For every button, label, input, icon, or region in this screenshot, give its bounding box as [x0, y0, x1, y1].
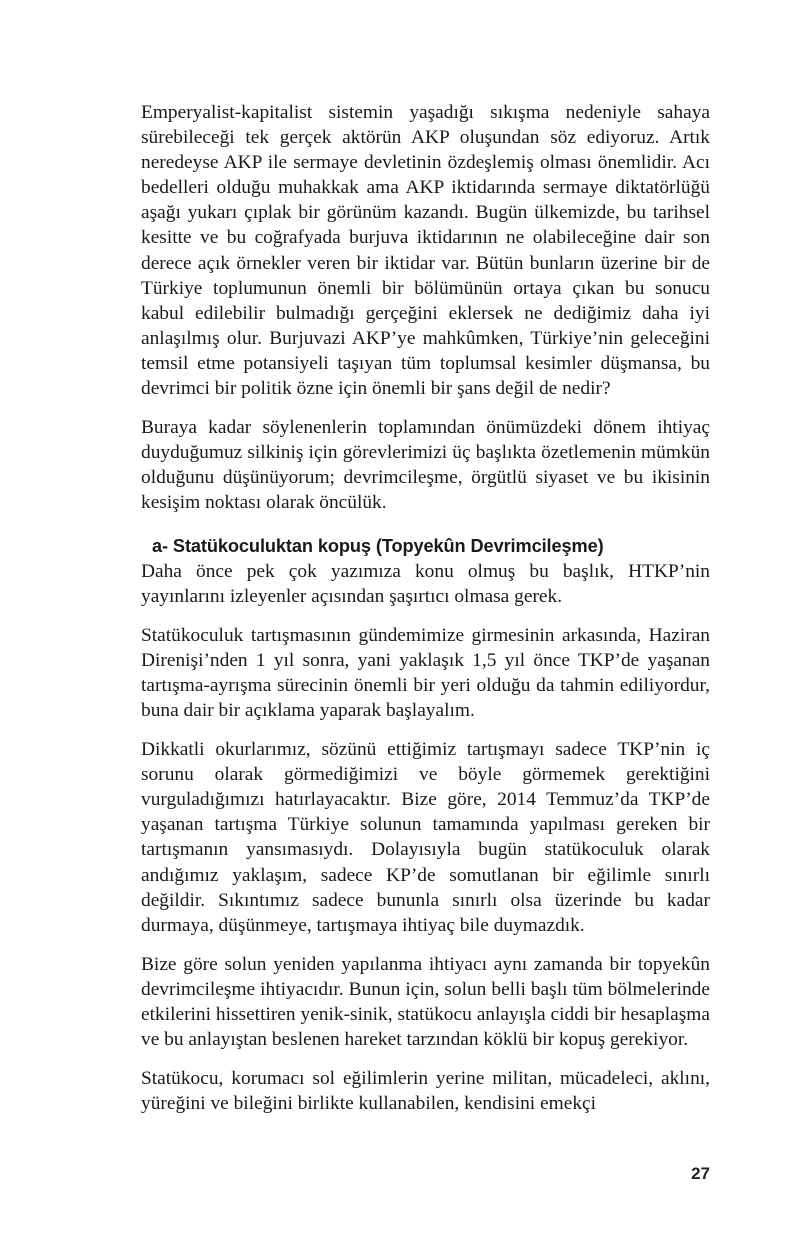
paragraph-6: Bize göre solun yeniden yapılanma ihtiyacı aynı zamanda bir topyekûn devrimcileşme ihtiyacıdır. Bunun için, solun belli başlı tüm bölmelerinde etkilerini hissettiren yenik-sinik, statükocu anlayışla ciddi bir hesaplaşma ve bu anlayıştan beslenen hareket tarzından köklü bir kopuş gerekiyor. — [141, 953, 710, 1051]
section-heading-a: a- Statükoculuktan kopuş (Topyekûn Devrimcileşme) — [152, 535, 604, 556]
paragraph-2: Buraya kadar söylenenlerin toplamından önümüzdeki dönem ihtiyaç duyduğumuz silkiniş için görevlerimizi üç başlıkta özetlemenin mümkün olduğunu düşünüyorum; devrimcileşme, örgütlü siyaset ve bu ikisinin kesişim noktası olarak öncülük. — [141, 417, 710, 514]
paragraph-5: Dikkatli okurlarımız, sözünü ettiğimiz tartışmayı sadece TKP’nin iç sorunu olarak görmediğimizi ve böyle görmemek gerektiğini vurguladığımızı hatırlayacaktır. Bize göre, 2014 Temmuz’da TKP’de yaşanan tartışma Türkiye solunun tamamında yapılması gereken bir tartışmanın yansımasıydı. Dolayısıyla bugün statükoculuk olarak andığımız yaklaşım, sadece KP’de somutlanan bir eğilimle sınırlı değildir. Sıkıntımız sadece bununla sınırlı olsa üzerinde bu kadar durmaya, düşünmeye, tartışmaya ihtiyaç bile duymazdık. — [141, 739, 710, 936]
paragraph-1: Emperyalist-kapitalist sistemin yaşadığı sıkışma nedeniyle sahaya sürebileceği tek gerçek aktörün AKP oluşundan söz ediyoruz. Artık neredeyse AKP ile sermaye devletinin özdeşlemiş olması önemlidir. Acı bedelleri olduğu muhakkak ama AKP iktidarında sermaye diktatörlüğü aşağı yukarı çıplak bir görünüm kazandı. Bugün ülkemizde, bu tarihsel kesitte ve bu coğrafyada burjuva iktidarının ne olabileceğine dair son derece açık örnekler veren bir iktidar var. Bütün bunların üzerine bir de Türkiye toplumunun önemli bir bölümünün ortaya çıkan bu sonucu kabul edilebilir bulmadığı gerçeğini eklersek ne dediğimiz daha iyi anlaşılmış olur. Burjuvazi AKP’ye mahkûmken, Türkiye’nin geleceğini temsil etme potansiyeli taşıyan tüm toplumsal kesimler düşmansa, bu devrimci bir politik özne için önemli bir şans değil de nedir? — [141, 102, 710, 400]
paragraph-7: Statükocu, korumacı sol eğilimlerin yerine militan, mücadeleci, aklını, yüreğini ve bileğini birlikte kullanabilen, kendisini emekçi — [141, 1068, 710, 1115]
paragraph-3: Daha önce pek çok yazımıza konu olmuş bu başlık, HTKP’nin yayınlarını izleyenler açısından şaşırtıcı olmasa gerek. — [141, 560, 710, 607]
paragraph-4: Statükoculuk tartışmasının gündemimize girmesinin arkasında, Haziran Direnişi’nden 1 yıl sonra, yani yaklaşık 1,5 yıl önce TKP’de yaşanan tartışma-ayrışma sürecinin önemli bir yeri olduğu da tahmin ediliyordur, buna dair bir açıklama yaparak başlayalım. — [141, 624, 710, 721]
text-column — [141, 100, 710, 1116]
page-number: 27 — [691, 1164, 710, 1183]
